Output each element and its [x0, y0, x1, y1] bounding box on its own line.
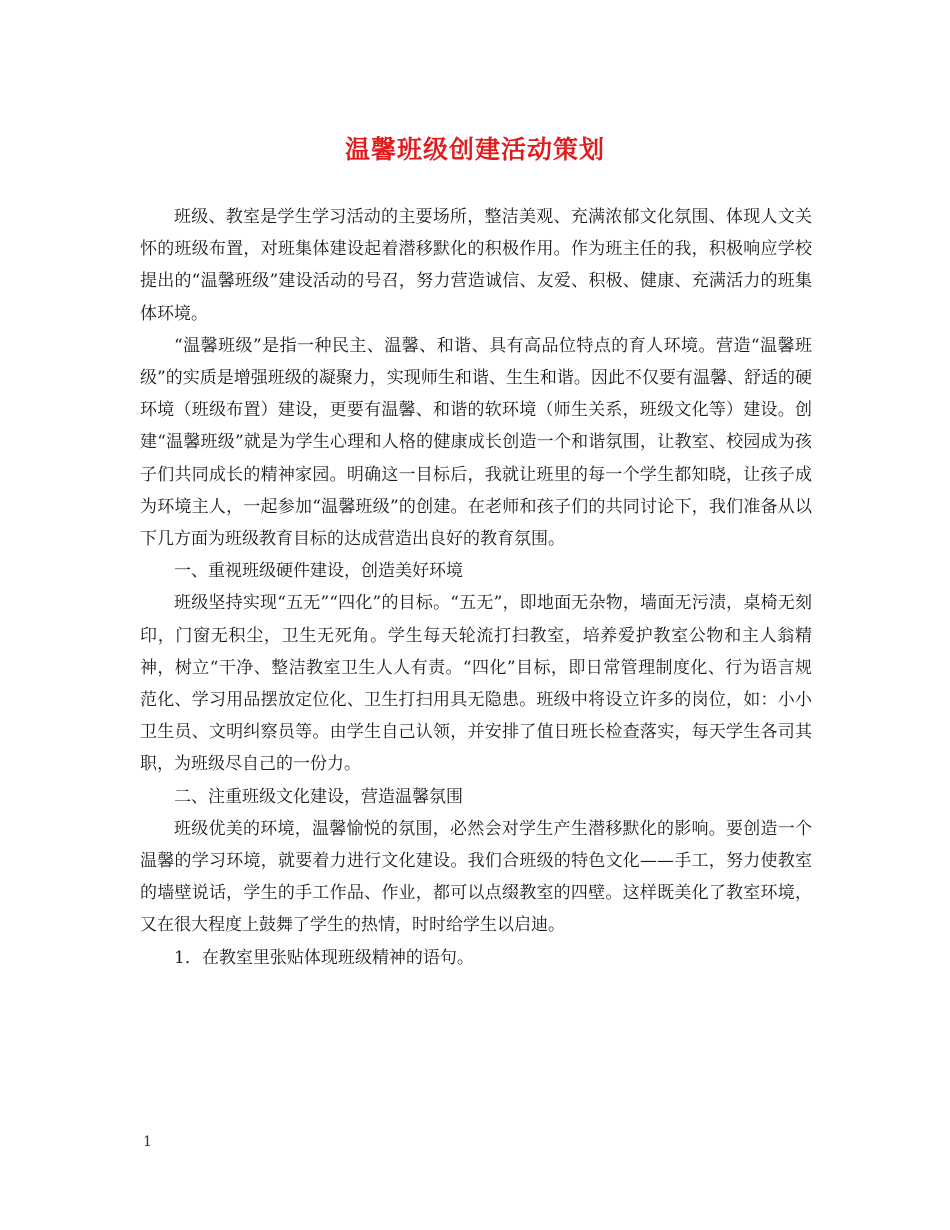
section-heading-culture: 二、注重班级文化建设，营造温馨氛围: [174, 786, 463, 807]
document-title: 温馨班级创建活动策划: [344, 135, 605, 164]
document-body: [140, 201, 812, 974]
page-number: 1: [143, 1134, 152, 1150]
paragraph-hardware: 班级坚持实现“五无”“四化”的目标。“五无”，即地面无杂物，墙面无污渍，桌椅无刻印，门窗无积尘，卫生无死角。学生每天轮流打扫教室，培养爱护教室公物和主人翁精神，树立“干净、整洁教室卫生人人有责。“四化”目标，即日常管理制度化、行为语言规范化、学习用品摆放定位化、卫生打扫用具无隐患。班级中将设立许多的岗位，如：小小卫生员、文明纠察员等。由学生自己认领，并安排了值日班长检查落实，每天学生各司其职，为班级尽自己的一份力。: [140, 593, 812, 775]
list-item-slogans: 1．在教室里张贴体现班级精神的语句。: [174, 947, 474, 968]
paragraph-definition: “温馨班级”是指一种民主、温馨、和谐、具有高品位特点的育人环境。营造“温馨班级”的实质是增强班级的凝聚力，实现师生和谐、生生和谐。因此不仅要有温馨、舒适的硬环境（班级布置）建设，更要有温馨、和谐的软环境（师生关系，班级文化等）建设。创建“温馨班级”就是为学生心理和人格的健康成长创造一个和谐氛围，让教室、校园成为孩子们共同成长的精神家园。明确这一目标后，我就让班里的每一个学生都知晓，让孩子成为环境主人，一起参加“温馨班级”的创建。在老师和孩子们的共同讨论下，我们准备从以下几方面为班级教育目标的达成营造出良好的教育氛围。: [140, 335, 812, 550]
section-heading-hardware: 一、重视班级硬件建设，创造美好环境: [174, 561, 463, 582]
paragraph-intro: 班级、教室是学生学习活动的主要场所，整洁美观、充满浓郁文化氛围、体现人文关怀的班级布置，对班集体建设起着潜移默化的积极作用。作为班主任的我，积极响应学校提出的“温馨班级”建设活动的号召，努力营造诚信、友爱、积极、健康、充满活力的班集体环境。: [140, 207, 812, 324]
paragraph-culture: 班级优美的环境，温馨愉悦的氛围，必然会对学生产生潜移默化的影响。要创造一个温馨的学习环境，就要着力进行文化建设。我们合班级的特色文化——手工，努力使教室的墙壁说话，学生的手工作品、作业，都可以点缀教室的四壁。这样既美化了教室环境，又在很大程度上鼓舞了学生的热情，时时给学生以启迪。: [140, 818, 812, 936]
